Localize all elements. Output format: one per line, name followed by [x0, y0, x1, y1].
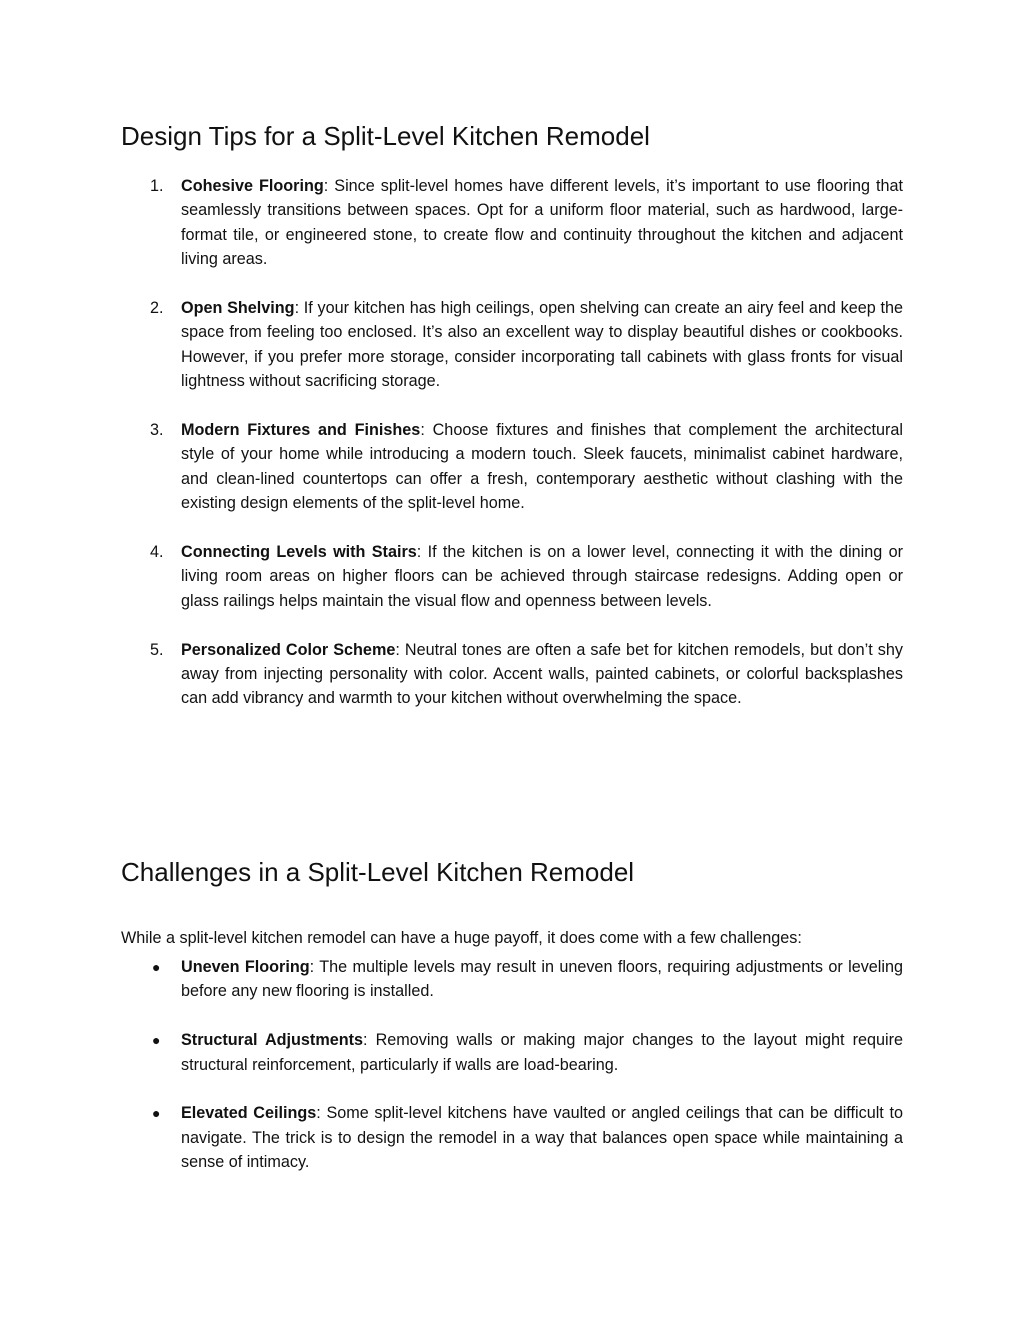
item-text: : Neutral tones are often a safe bet for kitchen remodels, but don’t shy away from injecting personality with color. Accent walls, painted cabinets, or colorful backsplashes can add vibrancy and warmth to your kitchen without overwhelming the space.: [181, 640, 903, 708]
item-text: : Some split-level kitchens have vaulted or angled ceilings that can be difficult to navigate. The trick is to design the remodel in a way that balances open space while maintaining a sense of intimacy.: [181, 1104, 903, 1172]
list-number: 2.: [150, 299, 164, 318]
list-item: [121, 540, 903, 613]
challenges-intro: While a split-level kitchen remodel can have a huge payoff, it does come with a few challenges:: [121, 929, 802, 948]
item-title: Open Shelving: [181, 299, 295, 318]
bullet-icon: ●: [152, 1105, 161, 1122]
list-number: 5.: [150, 640, 164, 659]
item-title: Connecting Levels with Stairs: [181, 543, 417, 562]
item-text: : Removing walls or making major changes to the layout might require structural reinforcement, particularly if walls are load-bearing.: [181, 1031, 903, 1074]
item-text: : Since split-level homes have different levels, it’s important to use flooring that seamlessly transitions between spaces. Opt for a uniform floor material, such as hardwood, large-format tile, or engineered stone, to create flow and continuity throughout the kitchen and adjacent living areas.: [181, 177, 903, 269]
list-item: [121, 296, 903, 394]
item-title: Elevated Ceilings: [181, 1104, 317, 1123]
item-text: : If your kitchen has high ceilings, open shelving can create an airy feel and keep the space from feeling too enclosed. It’s also an excellent way to display beautiful dishes or cookbooks. However, if you prefer more storage, consider incorporating tall cabinets with glass fronts for visual lightness without sacrificing storage.: [181, 299, 903, 391]
list-item: [121, 955, 903, 1004]
item-title: Uneven Flooring: [181, 958, 310, 976]
list-item: [121, 638, 903, 711]
list-number: 1.: [150, 177, 164, 195]
bullet-icon: ●: [152, 1032, 161, 1049]
item-title: Modern Fixtures and Finishes: [181, 421, 421, 440]
list-item: [121, 1028, 903, 1077]
challenges-list: [121, 955, 903, 1199]
section-heading-design-tips: Design Tips for a Split-Level Kitchen Remodel: [121, 121, 650, 151]
item-text: : Choose fixtures and finishes that complement the architectural style of your home while introducing a modern touch. Sleek faucets, minimalist cabinet hardware, and clean-lined countertops can offer a fresh, contemporary aesthetic without clashing with the existing design elements of the split-level home.: [181, 421, 903, 513]
list-number: 3.: [150, 421, 164, 440]
list-number: 4.: [150, 543, 164, 562]
item-title: Structural Adjustments: [181, 1031, 363, 1050]
list-item: [121, 174, 903, 272]
section-heading-challenges: Challenges in a Split-Level Kitchen Remodel: [121, 857, 635, 887]
item-text: : If the kitchen is on a lower level, connecting it with the dining or living room areas on higher floors can be achieved through staircase redesigns. Adding open or glass railings helps maintain the visual flow and openness between levels.: [181, 543, 903, 610]
item-text: : The multiple levels may result in uneven floors, requiring adjustments or leveling before any new flooring is installed.: [181, 958, 904, 1001]
list-item: [121, 418, 903, 516]
item-title: Personalized Color Scheme: [181, 640, 396, 659]
design-tips-list: [121, 174, 903, 735]
list-item: [121, 1101, 903, 1174]
bullet-icon: ●: [152, 959, 161, 975]
item-title: Cohesive Flooring: [181, 177, 324, 195]
